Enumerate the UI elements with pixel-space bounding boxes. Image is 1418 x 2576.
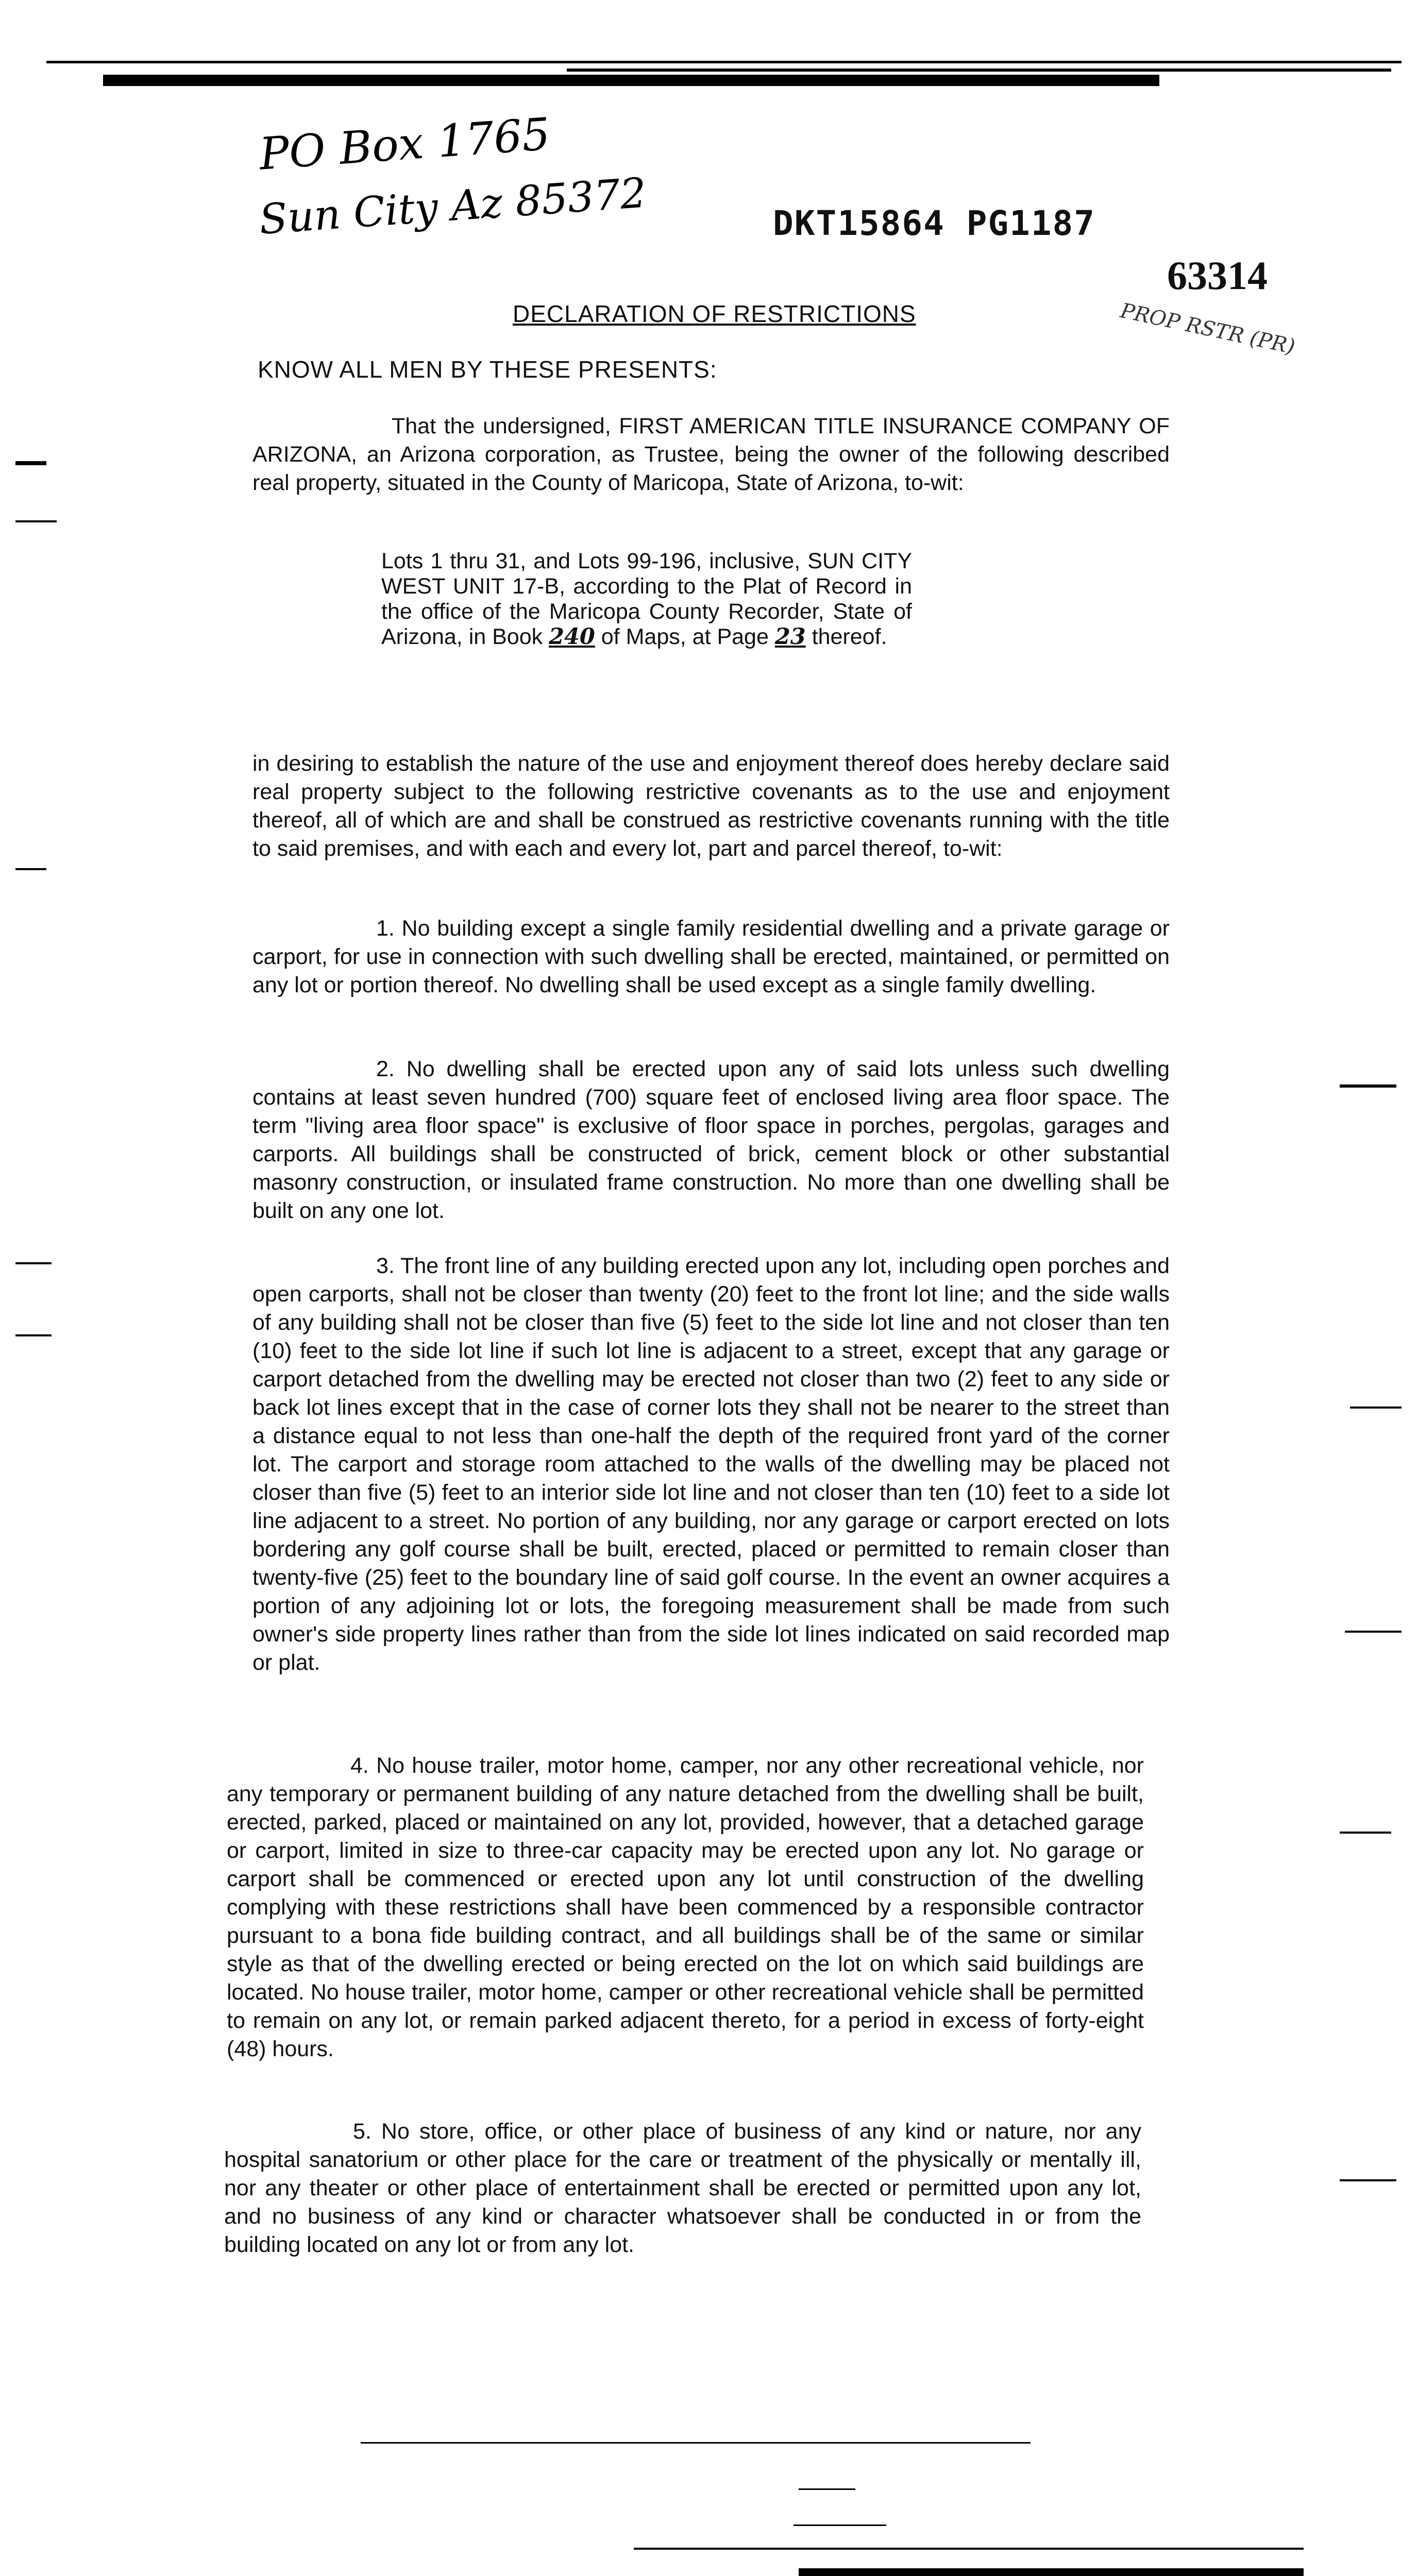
preamble-paragraph: That the undersigned, FIRST AMERICAN TITLE INSURANCE COMPANY OF ARIZONA, an Arizona corporation, as Trustee, being the owner of the following described real property, situated in the County of Maricopa, State of Arizona, to-wit: [252, 414, 1170, 495]
margin-mark [15, 520, 57, 522]
margin-mark [15, 868, 46, 870]
margin-mark [1340, 1832, 1391, 1834]
legal-text-after: thereof. [812, 624, 887, 649]
margin-mark [1340, 1084, 1396, 1088]
margin-mark [15, 1262, 52, 1264]
page-number: 23 [774, 624, 806, 650]
intro-heading: KNOW ALL MEN BY THESE PRESENTS: [258, 356, 717, 383]
document-title: DECLARATION OF RESTRICTIONS [513, 300, 916, 327]
scan-border-top [46, 61, 1402, 63]
legal-text-middle: of Maps, at Page [601, 624, 769, 649]
clause-5: 5. No store, office, or other place of business of any kind or nature, nor any hospital sanatorium or other place for the care or treatment of the physically or mentally ill, nor any theater or other place of entertainment shall be erected or permitted upon any lot, and no business of any kind or character whatsoever shall be conducted in or from the building located on any lot or from any lot. [224, 2119, 1141, 2257]
margin-mark [15, 461, 46, 465]
scan-bar-top-thin [567, 69, 1391, 72]
margin-mark [1345, 1631, 1402, 1633]
handwritten-address-line1: PO Box 1765 [258, 108, 552, 180]
margin-mark [1350, 1406, 1402, 1409]
clause-3: 3. The front line of any building erected upon any lot, including open porches and open carports, shall not be closer than twenty (20) feet to the front lot line; and the side walls of any building shall not be closer than five (5) feet to the side lot line and not closer than ten (10) feet to the side lot line if such lot line is adjacent to a street, except that any garage or carport detached from the dwelling may be erected not closer than two (2) feet to any side or back lot lines except that in the case of corner lots they shall not be nearer to the street than a distance equal to not less than one-half the depth of the required front yard of the corner lot. The carport and storage room attached to the walls of the dwelling may be placed not closer than five (5) feet to an interior side lot line and not closer than ten (10) feet to a side lot line adjacent to a street. No portion of any building, nor any garage or carport erected on lots bordering any golf course shall be built, erected, placed or permitted to remain closer than twenty-five (25) feet to the boundary line of said golf course. In the event an owner acquires a portion of any adjoining lot or lots, the foregoing measurement shall be made from such owner's side property lines rather than from the side lot lines indicated on said recorded map or plat. [252, 1253, 1170, 1675]
scan-line-bottom-2 [799, 2488, 855, 2490]
clause-2: 2. No dwelling shall be erected upon any of said lots unless such dwelling contains at least seven hundred (700) square feet of enclosed living area floor space. The term "living area floor space" is exclusive of floor space in porches, pergolas, garages and carports. All buildings shall be constructed of brick, cement block or other substantial masonry construction, or insulated frame construction. No more than one dwelling shall be built on any one lot. [252, 1057, 1170, 1223]
recording-number: DKT15864 PG1187 [773, 204, 1096, 243]
handwritten-address-line2: Sun City Az 85372 [258, 168, 648, 244]
recorder-stamp: PROP RSTR (PR) [1118, 299, 1297, 359]
legal-description [381, 549, 912, 650]
scan-bar-top [103, 75, 1159, 86]
scan-line-bottom-4 [634, 2548, 1304, 2550]
clause-1: 1. No building except a single family residential dwelling and a private garage or carport, for use in connection with such dwelling shall be erected, maintained, or permitted on any lot or portion thereof. No dwelling shall be used except as a single family dwelling. [252, 916, 1170, 997]
declaration-paragraph: in desiring to establish the nature of the use and enjoyment thereof does hereby declare said real property subject to the following restrictive covenants as to the use and enjoyment thereof, all of which are and shall be construed as restrictive covenants running with the title to said premises, and with each and every lot, part and parcel thereof, to-wit: [252, 751, 1170, 861]
legal-text-before: Lots 1 thru 31, and Lots 99-196, inclusive, SUN CITY WEST UNIT 17-B, according to the Plat of Record in the office of the Maricopa County Recorder, State of Arizona, in Book [381, 549, 912, 649]
scan-line-bottom-3 [794, 2524, 886, 2526]
margin-mark [15, 1334, 52, 1336]
clause-4: 4. No house trailer, motor home, camper, nor any other recreational vehicle, nor any temporary or permanent building of any nature detached from the dwelling shall be built, erected, parked, placed or maintained on any lot, provided, however, that a detached garage or carport, limited in size to three-car capacity may be erected upon any lot. No garage or carport shall be commenced or erected upon any lot until construction of the dwelling complying with these restrictions shall have been commenced by a responsible contractor pursuant to a bona fide building contract, and all buildings shall be of the same or similar style as that of the dwelling erected or being erected on the lot on which said buildings are located. No house trailer, motor home, camper or other recreational vehicle shall be permitted to remain on any lot, or remain parked adjacent thereto, for a period in excess of forty-eight (48) hours. [227, 1753, 1144, 2061]
scan-line-bottom-1 [361, 2442, 1031, 2444]
book-number: 240 [549, 624, 595, 650]
margin-mark [1340, 2179, 1396, 2181]
document-number: 63314 [1167, 253, 1268, 298]
scan-bar-bottom-1 [799, 2568, 1304, 2576]
